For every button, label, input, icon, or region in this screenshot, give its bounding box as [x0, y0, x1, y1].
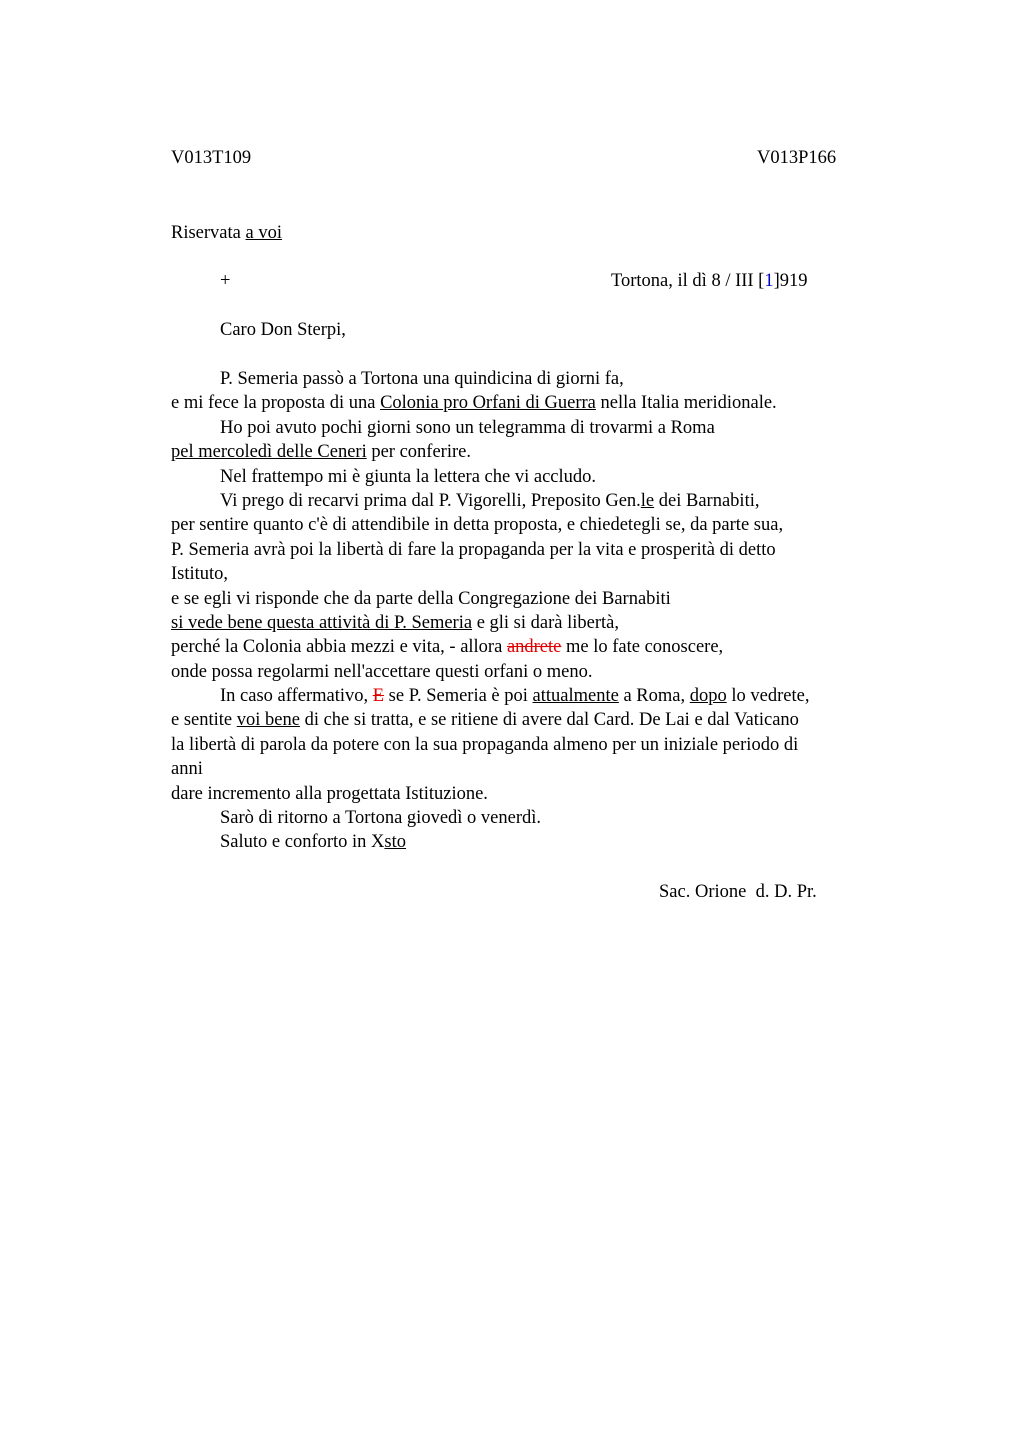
reserved-note: Riservata a voi	[171, 223, 282, 243]
struck-word: E	[372, 686, 385, 707]
cross-mark: +	[220, 271, 231, 291]
page-code-right: V013P166	[757, 148, 837, 168]
body-line: e sentite voi bene di che si tratta, e se ritiene di avere dal Card. De Lai e dal Vaticano	[171, 710, 799, 731]
body-line: anni	[171, 759, 203, 780]
signature: Sac. Orione d. D. Pr.	[659, 882, 817, 902]
body-line: la libertà di parola da potere con la sua propaganda almeno per un iniziale periodo di	[171, 734, 799, 755]
letter-body	[171, 367, 911, 855]
editorial-insertion: 1	[764, 271, 774, 291]
body-line: Vi prego di recarvi prima dal P. Vigorelli, Preposito Gen.le dei Barnabiti,	[220, 490, 760, 511]
body-line: P. Semeria avrà poi la libertà di fare la propaganda per la vita e prosperità di detto	[171, 539, 776, 560]
body-line: Saluto e conforto in Xsto	[220, 832, 407, 853]
body-line: Ho poi avuto pochi giorni sono un telegramma di trovarmi a Roma	[220, 417, 715, 438]
body-line: P. Semeria passò a Tortona una quindicina di giorni fa,	[220, 369, 624, 389]
body-line: e se egli vi risponde che da parte della Congregazione dei Barnabiti	[171, 588, 671, 609]
body-line: si vede bene questa attività di P. Semeria e gli si darà libertà,	[171, 612, 619, 633]
body-line: per sentire quanto c'è di attendibile in detta proposta, e chiedetegli se, da parte sua,	[171, 515, 784, 536]
body-line: pel mercoledì delle Ceneri per conferire.	[171, 442, 471, 463]
body-line: In caso affermativo, E se P. Semeria è poi attualmente a Roma, dopo lo vedrete,	[220, 686, 810, 707]
body-line: e mi fece la proposta di una Colonia pro Orfani di Guerra nella Italia meridionale.	[171, 393, 777, 414]
body-line: perché la Colonia abbia mezzi e vita, - allora andrete me lo fate conoscere,	[171, 637, 724, 658]
struck-word: andrete	[506, 637, 562, 658]
body-line: onde possa regolarmi nell'accettare questi orfani o meno.	[171, 661, 593, 682]
dateline: Tortona, il dì 8 / III [1]919	[611, 271, 808, 291]
document-code-left: V013T109	[171, 148, 252, 168]
body-line: Istituto,	[171, 564, 229, 585]
body-line: dare incremento alla progettata Istituzione.	[171, 783, 488, 804]
body-line: Nel frattempo mi è giunta la lettera che vi accludo.	[220, 466, 597, 487]
body-line: Sarò di ritorno a Tortona giovedì o venerdì.	[220, 808, 542, 829]
salutation: Caro Don Sterpi,	[220, 320, 346, 340]
